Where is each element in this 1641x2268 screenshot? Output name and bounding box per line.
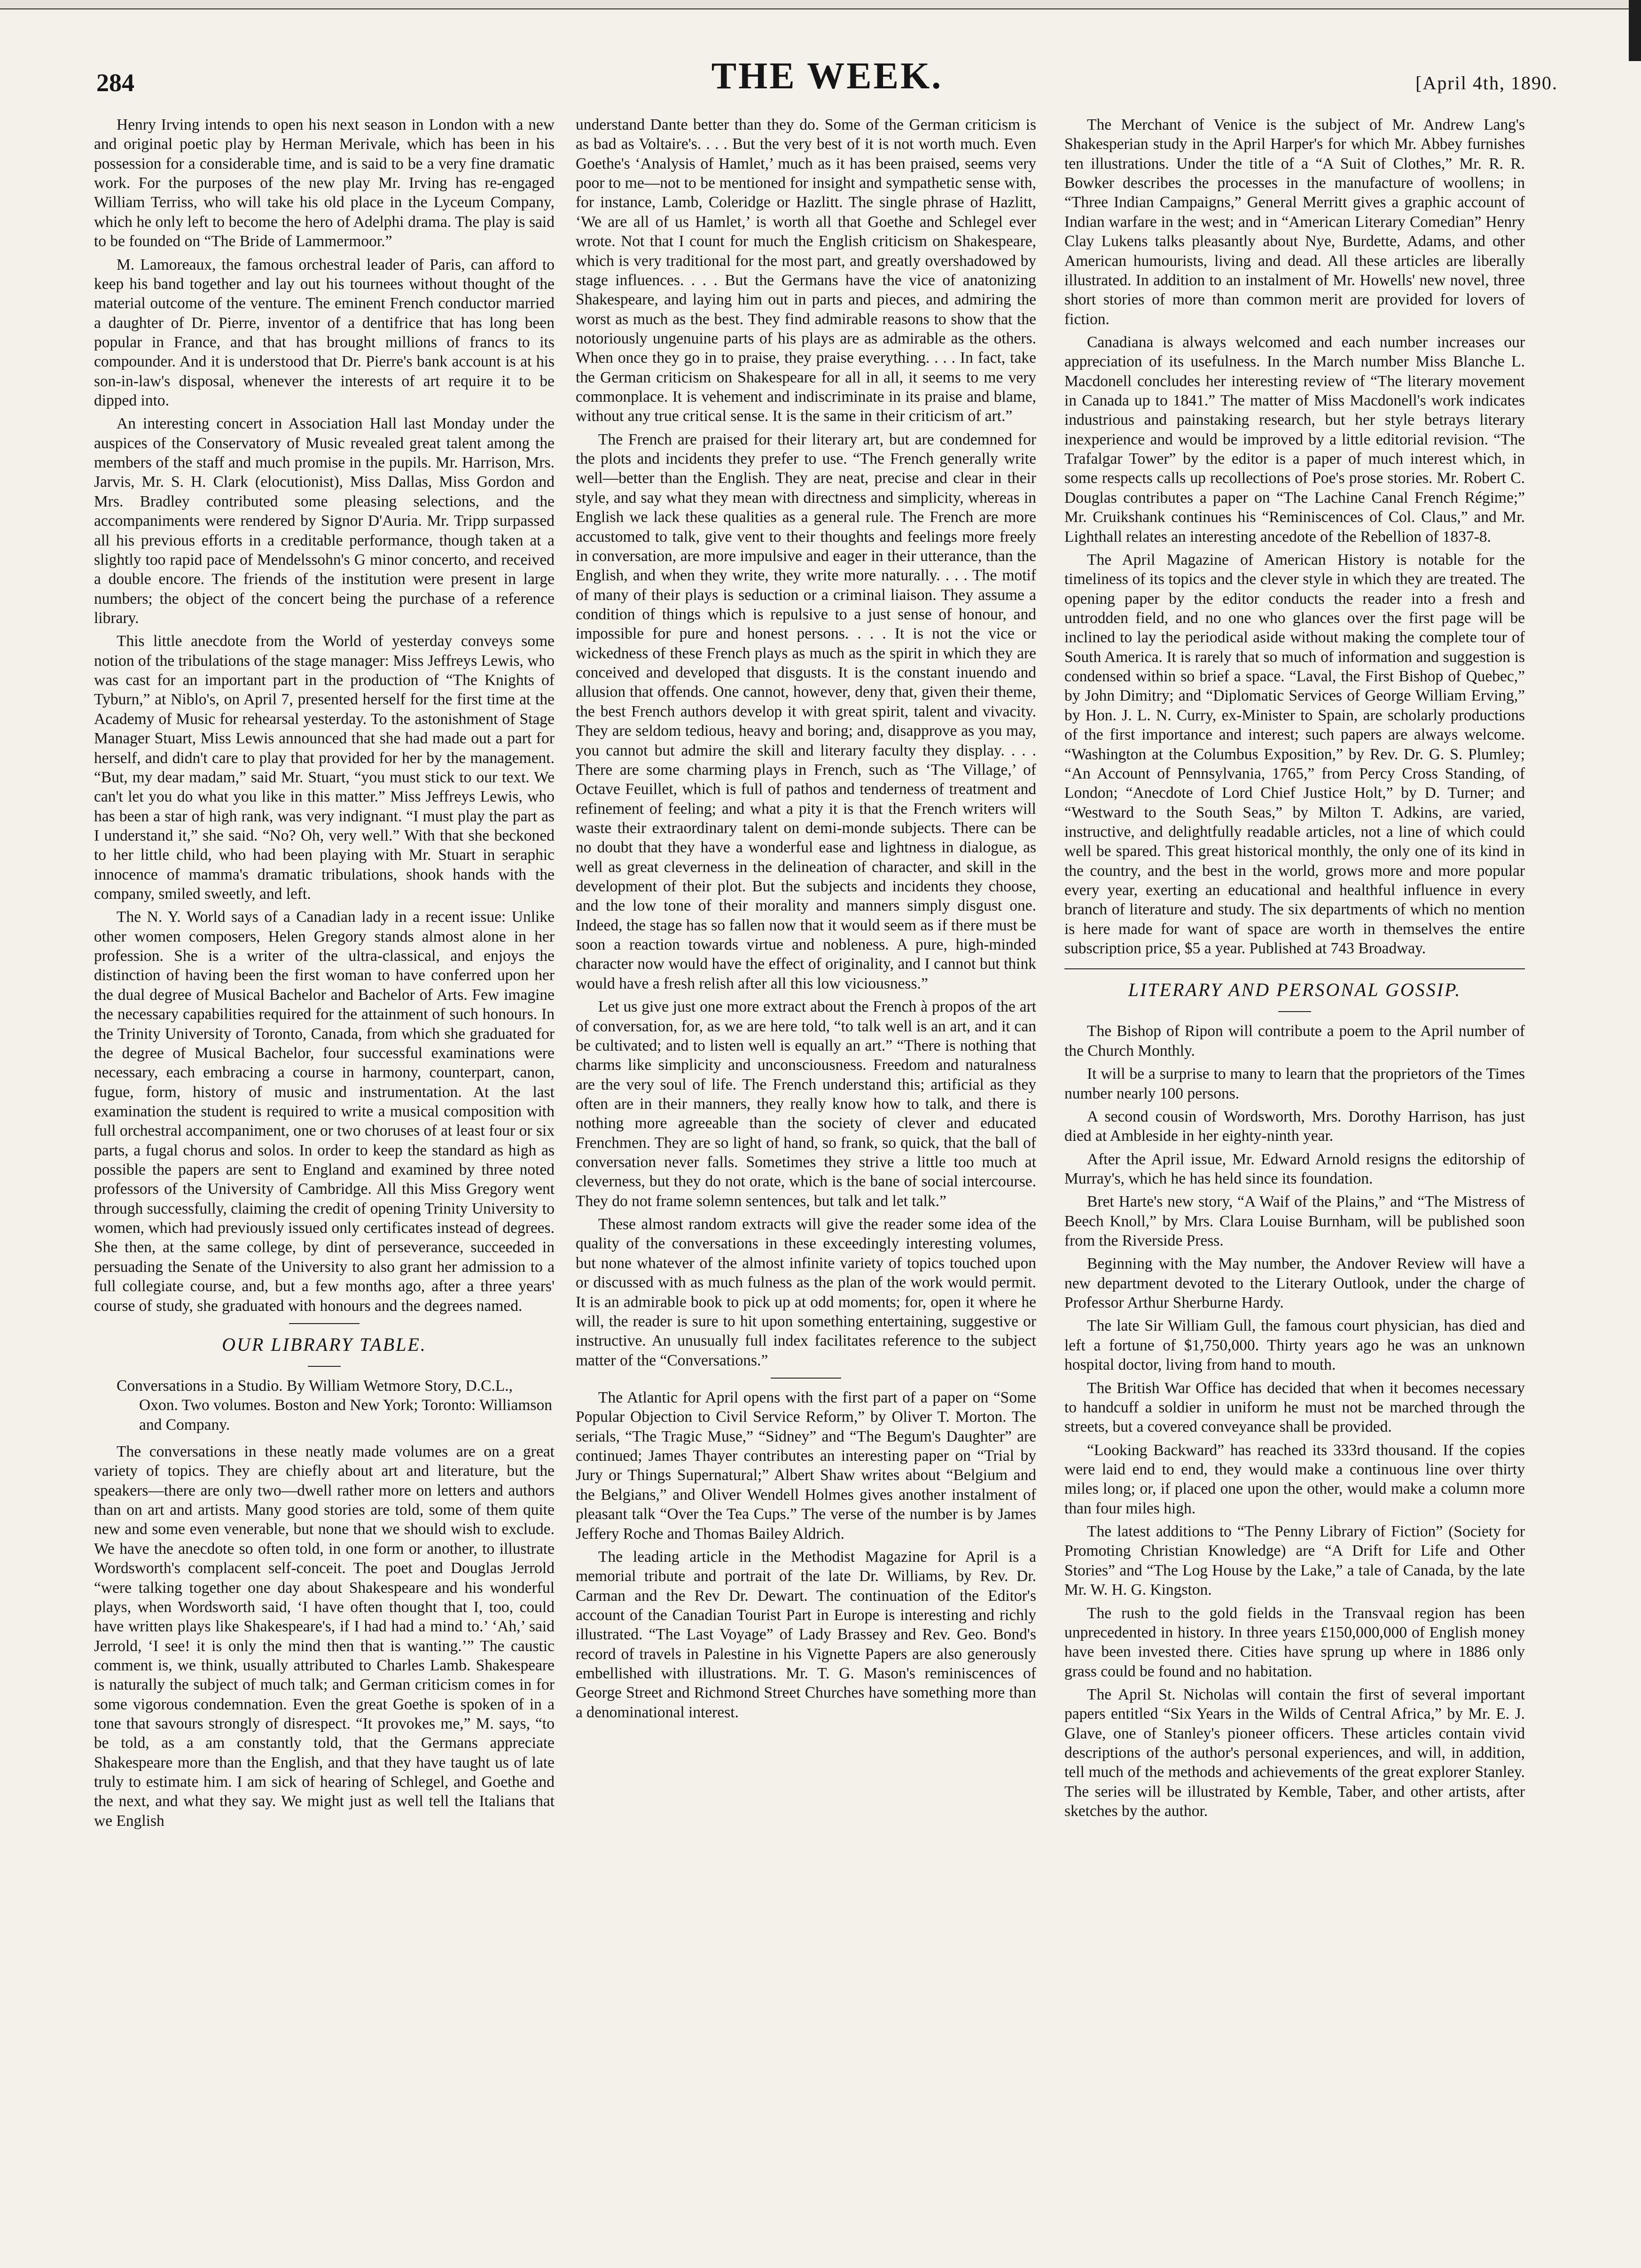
article-paragraph: An interesting concert in Association Hall last Monday under the auspices of the Conservatory of Music revealed great talent among the members of the staff and much promise in the pupils. Mr. Harrison, Mrs. Jarvis, Mr. S. H. Clark (elocutionist), Miss Dallas, Miss Gordon and Mrs. Bradley contributed some pleasing selections, and the accompaniments were rendered by Signor D'Auria. Mr. Tripp surpassed all his previous efforts in a creditable performance, though taken at a slightly too rapid pace of Mendelssohn's G minor concerto, and received a double encore. The friends of the institution were present in large numbers; the object of the concert being the purchase of a reference library. [94, 415, 555, 627]
gossip-item: The late Sir William Gull, the famous court physician, has died and left a fortune of $1,750,000. Thirty years ago he was an unknown hospital doctor, living from hand to mouth. [1064, 1317, 1525, 1374]
column-2 [576, 115, 1036, 2235]
gossip-item: It will be a surprise to many to learn that the proprietors of the Times number nearly 100 persons. [1064, 1065, 1525, 1102]
gossip-item: After the April issue, Mr. Edward Arnold resigns the editorship of Murray's, which he has held since its foundation. [1064, 1150, 1525, 1187]
gossip-item: The British War Office has decided that when it becomes necessary to handcuff a soldier in uniform he must not be marched through the streets, but a covered conveyance shall be provided. [1064, 1379, 1525, 1436]
page-number: 284 [96, 69, 134, 97]
magazine-paragraph: The leading article in the Methodist Magazine for April is a memorial tribute and portrait of the late Dr. Williams, by Rev. Dr. Carman and the Rev Dr. Dewart. The continuation of the Editor's account of the Canadian Tourist Part in Europe is interesting and richly illustrated. “The Last Voyage” of Lady Brassey and Rev. Geo. Bond's record of travels in Palestine in his Vignette Papers are also generously embellished with illustrations. Mr. T. G. Mason's reminiscences of George Street and Richmond Street Churches have something more than a denominational interest. [576, 1548, 1036, 1721]
magazine-paragraph: Canadiana is always welcomed and each number increases our appreciation of its usefulness. In the March number Miss Blanche L. Macdonell concludes her interesting review of “The literary movement in Canada up to 1841.” The matter of Miss Macdonell's work indicates industrious and painstaking research, but her style betrays literary inexperience and would be improved by a little editorial revision. “The Trafalgar Tower” by the editor is a paper of much interest which, in some respects calls up recollections of Poe's prose stories. Mr. Robert C. Douglas contributes a paper on “The Lachine Canal French Régime;” Mr. Cruikshank continues his “Reminiscences of Col. Claus,” and Mr. Lighthall relates an interesting ancedote of the Rebellion of 1837-8. [1064, 333, 1525, 546]
gossip-item: The Bishop of Ripon will contribute a poem to the April number of the Church Monthly. [1064, 1022, 1525, 1060]
section-heading-library: OUR LIBRARY TABLE. [222, 1333, 427, 1355]
section-divider [1064, 968, 1525, 969]
magazine-paragraph: The Atlantic for April opens with the first part of a paper on “Some Popular Objection to Civil Service Reform,” by Oliver T. Morton. The serials, “The Tragic Muse,” “Sidney” and “The Begum's Daughter” are continued; James Thayer contributes an interesting paper on “Trial by Jury or Things Supernatural;” Albert Shaw writes about “Belgium and the Belgians,” and Oliver Wendell Holmes gives another instalment of pleasant talk “Over the Tea Cups.” The verse of the number is by James Jeffery Roche and Thomas Bailey Aldrich. [576, 1389, 1036, 1543]
page-header [96, 49, 1558, 101]
gossip-item: “Looking Backward” has reached its 333rd thousand. If the copies were laid end to end, they would make a continuous line over thirty miles long; or, if placed one upon the other, would make a column more than four miles high. [1064, 1441, 1525, 1517]
column-1 [94, 115, 555, 2235]
scan-top-edge [0, 0, 1641, 9]
article-paragraph: Henry Irving intends to open his next season in London with a new and original poetic play by Herman Merivale, which has been in his possession for a considerable time, and is said to be a very fine dramatic work. For the purposes of the new play Mr. Irving has re-engaged William Terriss, who will take his old place in the Lyceum Company, which he only left to become the hero of Adelphi drama. The play is said to be founded on “The Bride of Lammermoor.” [94, 116, 555, 250]
review-paragraph: The French are praised for their literary art, but are condemned for the plots and incidents they prefer to use. “The French generally write well—better than the English. They are neat, precise and clear in their style, and say what they mean with directness and simplicity, whereas in English we lack these qualities as a general rule. The French are more accustomed to talk, give vent to their thoughts and feelings more freely in conversation, are more impulsive and eager in their utterance, than the English, and when they write, they write more naturally. . . . The motif of many of their plays is seduction or a criminal liaison. They assume a condition of things which is repulsive to a just sense of honour, and impossible for pure and honest persons. . . . It is not the vice or wickedness of these French plays as much as the spirit in which they are conceived and developed that disgusts. It is the constant inuendo and allusion that offends. One cannot, however, deny that, given their theme, the best French authors develop it with great spirit, talent and vivacity. They are seldom tedious, heavy and boring; and, disapprove as you may, you cannot but admire the skill and literary faculty they display. . . . There are some charming plays in French, such as ‘The Village,’ of Octave Feuillet, which is full of pathos and tenderness of treatment and refinement of feeling; and what a pity it is that the French writers will waste their extraordinary talent on demi-monde subjects. There can be no doubt that they have a wonderful ease and lightness in dialogue, as well as great cleverness in the delineation of character, and skill in the development of their plot. But the subjects and incidents they choose, and the low tone of their morality and manners simply disgust one. Indeed, the stage has so fallen now that it would seem as if there must be soon a reaction towards virtue and nobleness. A pure, high-minded character now would have the effect of originality, and I cannot but think would have a fresh relish after all this low viciousness.” [576, 430, 1036, 992]
section-heading-gossip: LITERARY AND PERSONAL GOSSIP. [1128, 979, 1461, 1001]
book-citation: Conversations in a Studio. By William Wetmore Story, D.C.L., Oxon. Two volumes. Boston and New York; Toronto: Williamson and Company. [117, 1377, 552, 1434]
article-paragraph: This little anecdote from the World of yesterday conveys some notion of the tribulations of the stage manager: Miss Jeffreys Lewis, who was cast for an important part in the production of “The Knights of Tyburn,” at Niblo's, on April 7, presented herself for the first time at the Academy of Music for rehearsal yesterday. To the astonishment of Stage Manager Stuart, Miss Lewis announced that she had made out a part for herself, and didn't care to play that provided for her by the management. “But, my dear madam,” said Mr. Stuart, “you must stick to our text. We can't let you do what you like in this matter.” Miss Jeffreys Lewis, who has been a star of high rank, was very indignant. “I must play the part as I understand it,” she said. “No? Oh, very well.” With that she beckoned to her little child, who had been playing with Mr. Stuart in seraphic innocence of mamma's dramatic tribulations, shook hands with the company, smiled sweetly, and left. [94, 632, 555, 903]
gossip-item: Beginning with the May number, the Andover Review will have a new department devoted to the Literary Outlook, under the charge of Professor Arthur Sherburne Hardy. [1064, 1255, 1525, 1312]
magazine-paragraph: The April Magazine of American History is notable for the timeliness of its topics and the clever style in which they are treated. The opening paper by the editor conducts the reader into a fresh and untrodden field, and no one who glances over the first page will be inclined to lay the periodical aside without making the complete tour of South America. It is rarely that so much of information and suggestion is condensed within so brief a space. “Laval, the First Bishop of Quebec,” by John Dimitry; and “Diplomatic Services of George William Erving,” by Hon. J. L. N. Curry, ex-Minister to Spain, are scholarly productions of the first importance and interest; such papers are always welcome. “Washington at the Columbus Exposition,” by Rev. Dr. G. S. Plumley; “An Account of Pennsylvania, 1765,” from Percy Cross Standing, of London; “Anecdote of Lord Chief Justice Holt,” by D. Turner; and “Westward to the South Seas,” by Milton T. Adkins, are varied, instructive, and delightfully readable articles, not a line of which could well be spared. This great historical monthly, the only one of its kind in the country, and the best in the world, grows more and more popular every year, exerting an educational and healthful influence in every branch of literature and study. The six departments of which no mention is here made for want of space are worth in themselves the entire subscription price, $5 a year. Published at 743 Broadway. [1064, 551, 1525, 958]
review-paragraph: The conversations in these neatly made volumes are on a great variety of topics. They are chiefly about art and literature, but the speakers—there are only two—dwell rather more on letters and authors than on art and artists. Many good stories are told, some of them quite new and some even venerable, but none that we should wish to exclude. We have the anecdote so often told, in one form or another, to illustrate Wordsworth's complacent self-conceit. The poet and Douglas Jerrold “were talking together one day about Shakespeare and his wonderful plays, when Wordsworth said, ‘I have often thought that I, too, could have written plays like Shakespeare's, if I had had a mind to.’ ‘Ah,’ said Jerrold, ‘I see! it is only the mind then that is wanting.’” The caustic comment is, we think, usually attributed to Charles Lamb. Shakespeare is naturally the subject of much talk; and German criticism comes in for some vigorous condemnation. Even the great Goethe is spoken of in a tone that savours strongly of disrespect. “It provokes me,” M. says, “to be told, as a am constantly told, that the Germans appreciate Shakespeare more than the English, and that they have taught us of late truly to estimate him. I am sick of hearing of Schlegel, and Goethe and the next, and what they say. We might just as well tell the Italians that we English [94, 1443, 555, 1830]
column-3 [1064, 115, 1525, 2235]
section-divider [771, 1378, 841, 1379]
issue-date: [April 4th, 1890. [1415, 72, 1558, 94]
gossip-item: Bret Harte's new story, “A Waif of the Plains,” and “The Mistress of Beech Knoll,” by Mrs. Clara Louise Burnham, will be published soon from the Riverside Press. [1064, 1193, 1525, 1250]
section-divider [289, 1323, 359, 1324]
article-paragraph: M. Lamoreaux, the famous orchestral leader of Paris, can afford to keep his band together and lay out his tournees without thought of the material outcome of the venture. The eminent French conductor married a daughter of Dr. Pierre, inventor of a dentifrice that has long been popular in France, and that has brought millions of francs to its compounder. And it is understood that Dr. Pierre's bank account is at his son-in-law's disposal, whenever the interests of art require it to be dipped into. [94, 256, 555, 410]
article-paragraph: The N. Y. World says of a Canadian lady in a recent issue: Unlike other women composers, Helen Gregory stands almost alone in her profession. She is a writer of the ultra-classical, and enjoys the distinction of having been the first woman to have conferred upon her the dual degree of Musical Bachelor and Bachelor of Arts. Few imagine the necessary capabilities required for the attainment of such honours. In the Trinity University of Toronto, Canada, from which she graduated for the degree of Musical Bachelor, four successful examinations were necessary, each embracing a course in harmony, counterpart, canon, fugue, form, history of music and instrumentation. At the last examination the student is required to write a musical composition with full orchestral accompaniment, one or two choruses of at least four or six parts, a fugal chorus and solos. In order to keep the standard as high as possible the papers are sent to England and examined by three noted professors of the University of Cambridge. All this Miss Gregory went through successfully, claiming the credit of opening Trinity University to women, which had previously issued only certificates instead of degrees. She then, at the same college, by dint of perseverance, succeeded in persuading the Senate of the University to also grant her admission to a full collegiate course, and, but a few months ago, after a three years' course of study, she graduated with honours and the degrees named. [94, 908, 555, 1315]
review-paragraph: Let us give just one more extract about the French à propos of the art of conversation, for, as we are here told, “to talk well is an art, and it can be cultivated; and to listen well is equally an art.” “There is nothing that charms like simplicity and unconsciousness. Freedom and naturalness are the very soul of life. The French understand this; artificial as they often are in their manners, they really know how to talk, and there is nothing more agreeable than the society of clever and educated Frenchmen. They are so light of hand, so frank, so quick, that the ball of conversation never falls. Sometimes they strive a little too much at cleverness, but they do not orate, which is the bane of social intercourse. They do not frame solemn sentences, but talk and let talk.” [576, 998, 1036, 1210]
review-paragraph: understand Dante better than they do. Some of the German criticism is as bad as Voltaire's. . . . But the very best of it is not worth much. Even Goethe's ‘Analysis of Hamlet,’ much as it has been praised, seems very poor to me—not to be mentioned for insight and sympathetic sense with, for instance, Lamb, Coleridge or Hazlitt. The single phrase of Hazlitt, ‘We are all of us Hamlet,’ is worth all that Goethe and Schlegel ever wrote. Not that I count for much the English criticism on Shakespeare, which is very traditional for the most part, and greatly overshadowed by stage influences. . . . But the Germans have the vice of anatonizing Shakespeare, and laying him out in parts and pieces, and admiring the worst as much as the best. They find admirable reasons to show that the notoriously ungenuine parts of his plays are as admirable as the others. When once they go in to praise, they praise everything. . . . In fact, take the German criticism on Shakespeare for all in all, it seems to me very commonplace. It is vehement and indiscriminate in its praise and blame, without any true critical sense. It is the same in their criticism of art.” [576, 116, 1036, 425]
heading-rule [308, 1366, 341, 1367]
gossip-item: The latest additions to “The Penny Library of Fiction” (Society for Promoting Christian Knowledge) are “A Drift for Life and Other Stories” and “The Log House by the Lake,” a tale of Canada, by the late Mr. W. H. G. Kingston. [1064, 1523, 1525, 1599]
gossip-item: A second cousin of Wordsworth, Mrs. Dorothy Harrison, has just died at Ambleside in her eighty-ninth year. [1064, 1107, 1525, 1145]
review-paragraph: These almost random extracts will give the reader some idea of the quality of the conversations in these exceedingly interesting volumes, but none whatever of the almost infinite variety of topics touched upon or discussed with as much fulness as the plan of the work would permit. It is an admirable book to pick up at odd moments; for, open it where he will, the reader is sure to hit upon something entertaining, suggestive or instructive. An unusually full index facilitates reference to the subject matter of the “Conversations.” [576, 1216, 1036, 1369]
gossip-item: The April St. Nicholas will contain the first of several important papers entitled “Six Years in the Wilds of Central Africa,” by Mr. E. J. Glave, one of Stanley's pioneer officers. These articles contain vivid descriptions of the author's personal experiences, and will, in addition, tell much of the methods and achievements of the great explorer Stanley. The series will be illustrated by Kemble, Taber, and other artists, after sketches by the author. [1064, 1685, 1525, 1820]
journal-title: THE WEEK. [711, 55, 943, 97]
heading-rule [1278, 1011, 1311, 1012]
magazine-paragraph: The Merchant of Venice is the subject of Mr. Andrew Lang's Shakesperian study in the April Harper's for which Mr. Abbey furnishes ten illustrations. Under the title of a “A Suit of Clothes,” Mr. R. R. Bowker describes the processes in the manufacture of woollens; in “Three Indian Campaigns,” General Merritt gives a graphic account of Indian warfare in the west; and in “American Literary Comedian” Henry Clay Lukens talks pleasantly about Nye, Burdette, Adams, and other American humourists, living and dead. All these articles are liberally illustrated. In addition to an instalment of Mr. Howells' new novel, three short stories of more than common merit are provided for lovers of fiction. [1064, 116, 1525, 328]
gossip-item: The rush to the gold fields in the Transvaal region has been unprecedented in history. In three years £150,000,000 of English money have been invested there. Cities have sprung up where in 1886 only grass could be found and no habitation. [1064, 1604, 1525, 1680]
scan-right-edge [1629, 0, 1641, 61]
